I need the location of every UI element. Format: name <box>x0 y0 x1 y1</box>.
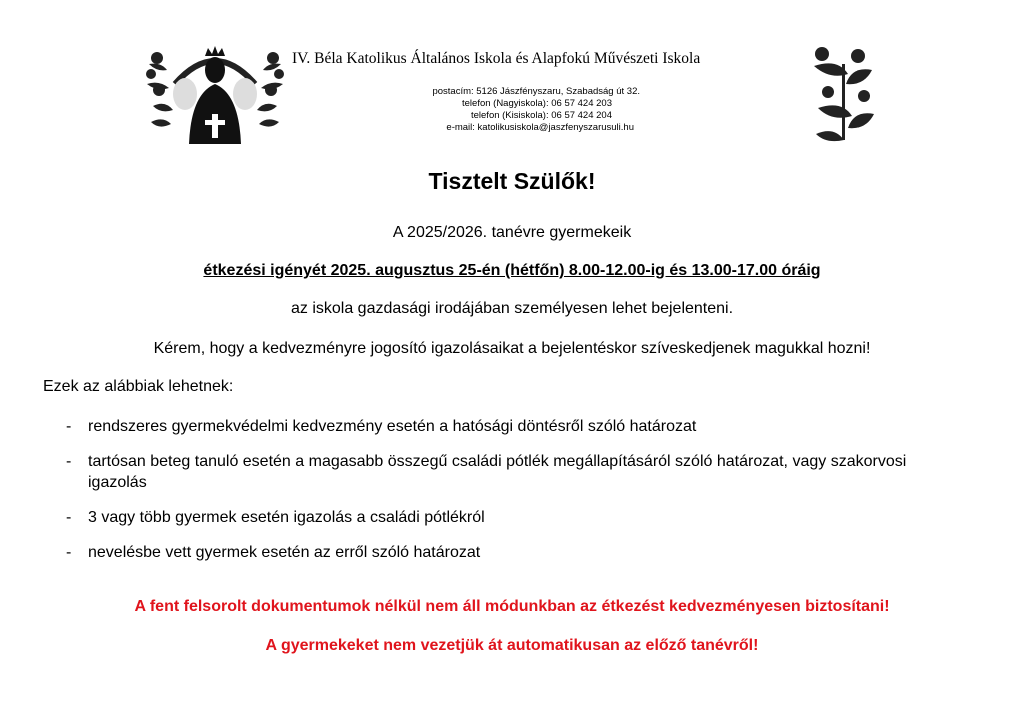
warning-line-2: A gyermekeket nem vezetjük át automatikusan az előző tanévről! <box>265 637 759 654</box>
notice-title: Tisztelt Szülők! <box>428 168 596 194</box>
phone-main: telefon (Nagyiskola): 06 57 424 203 <box>462 98 612 109</box>
notice-line-4: Kérem, hogy a kedvezményre jogosító igazolásaikat a bejelentéskor szíveskedjenek magukkal hozni! <box>153 340 871 357</box>
email-address: e-mail: katolikusiskola@jaszfenyszarusuli.hu <box>446 122 634 133</box>
postal-address: postacím: 5126 Jászfényszaru, Szabadság út 32. <box>432 86 640 97</box>
contact-block <box>400 86 700 134</box>
list-item: - rendszeres gyermekvédelmi kedvezmény esetén a hatósági döntésről szóló határozat <box>66 418 697 435</box>
list-item: - nevelésbe vett gyermek esetén az erről szóló határozat <box>66 544 481 561</box>
notice-line-3: az iskola gazdasági irodájában személyesen lehet bejelenteni. <box>290 300 734 317</box>
school-name: IV. Béla Katolikus Általános Iskola és Alapfokú Művészeti Iskola <box>292 50 701 67</box>
list-item: - tartósan beteg tanuló esetén a magasabb összegű családi pótlék megállapításáról szóló határozat, vagy szakorvosi igazolás <box>66 453 907 491</box>
school-logo-icon <box>145 44 285 144</box>
document-list <box>66 416 966 577</box>
list-item: - 3 vagy több gyermek esetén igazolás a családi pótlékról <box>66 509 485 526</box>
phone-small: telefon (Kisiskola): 06 57 424 204 <box>470 110 612 121</box>
notice-line-1: A 2025/2026. tanévre gyermekeik <box>392 224 632 241</box>
list-intro: Ezek az alábbiak lehetnek: <box>43 378 234 395</box>
notice-line-2: étkezési igényét 2025. augusztus 25-én (hétfőn) 8.00-12.00-ig és 13.00-17.00 óráig <box>203 262 821 279</box>
folk-ornament-icon <box>808 44 880 144</box>
warning-line-1: A fent felsorolt dokumentumok nélkül nem áll módunkban az étkezést kedvezményesen biztosítani! <box>134 598 890 615</box>
